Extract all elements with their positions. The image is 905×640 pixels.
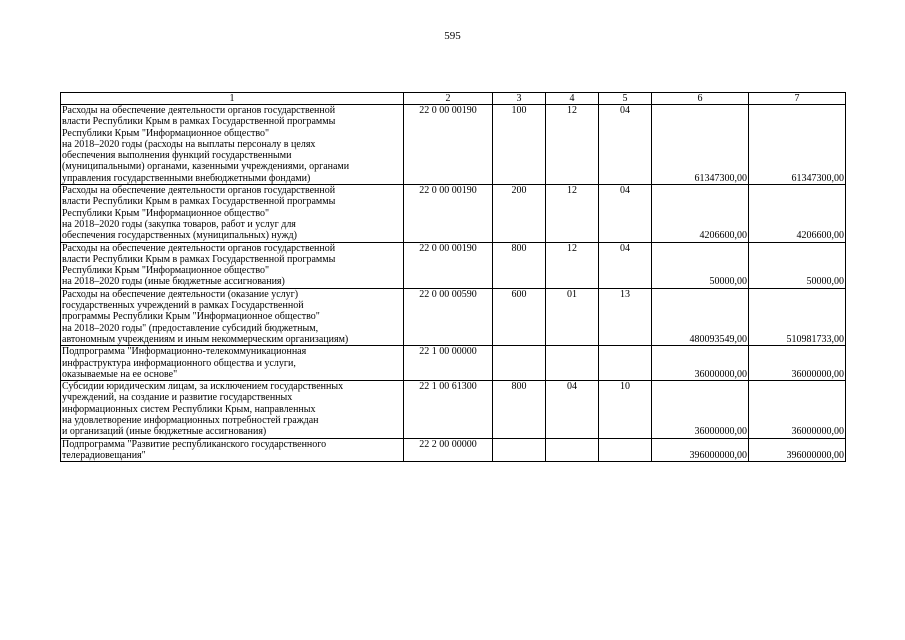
row-expense-type: 800 xyxy=(493,381,546,438)
row-amount-1: 4206600,00 xyxy=(652,185,749,242)
row-name: Расходы на обеспечение деятельности органов государственной власти Республики Крым в рамках Государственной программы Республики Крым "Информационное общество" на 2018–2020 годы (расходы на выплаты персоналу в целях обеспечения выполнения функций государственными (муниципальными) органами, казенными учреждениями, органами управления государственными внебюджетными фондами) xyxy=(61,105,404,185)
row-name: Подпрограмма "Информационно-телекоммуникационная инфраструктура информационного общества и услуги, оказываемые на ее основе" xyxy=(61,346,404,381)
row-amount-1: 36000000,00 xyxy=(652,346,749,381)
row-section xyxy=(546,438,599,462)
row-expense-type: 200 xyxy=(493,185,546,242)
table-row xyxy=(61,381,846,438)
header-col-6: 6 xyxy=(652,93,749,105)
row-section: 04 xyxy=(546,381,599,438)
budget-table xyxy=(60,92,846,462)
table-row xyxy=(61,438,846,462)
row-amount-1: 61347300,00 xyxy=(652,105,749,185)
row-amount-1: 50000,00 xyxy=(652,242,749,288)
row-subsection xyxy=(599,346,652,381)
header-col-4: 4 xyxy=(546,93,599,105)
row-amount-2: 36000000,00 xyxy=(749,346,846,381)
header-col-5: 5 xyxy=(599,93,652,105)
header-col-3: 3 xyxy=(493,93,546,105)
row-target-code: 22 0 00 00590 xyxy=(404,288,493,345)
row-expense-type: 600 xyxy=(493,288,546,345)
row-name: Расходы на обеспечение деятельности (оказание услуг) государственных учреждений в рамках Государственной программы Республики Крым "Информационное общество" на 2018–2020 годы" (предоставление субсидий бюджетным, автономным учреждениям и иным некоммерческим организациям) xyxy=(61,288,404,345)
table-row xyxy=(61,288,846,345)
row-amount-2: 36000000,00 xyxy=(749,381,846,438)
row-target-code: 22 1 00 61300 xyxy=(404,381,493,438)
row-name: Расходы на обеспечение деятельности органов государственной власти Республики Крым в рамках Государственной программы Республики Крым "Информационное общество" на 2018–2020 годы (закупка товаров, работ и услуг для обеспечения государственных (муниципальных) нужд) xyxy=(61,185,404,242)
row-subsection: 04 xyxy=(599,105,652,185)
row-amount-1: 480093549,00 xyxy=(652,288,749,345)
table-row xyxy=(61,242,846,288)
row-name: Расходы на обеспечение деятельности органов государственной власти Республики Крым в рамках Государственной программы Республики Крым "Информационное общество" на 2018–2020 годы (иные бюджетные ассигнования) xyxy=(61,242,404,288)
row-expense-type xyxy=(493,438,546,462)
row-subsection: 10 xyxy=(599,381,652,438)
table-row xyxy=(61,105,846,185)
row-section: 12 xyxy=(546,105,599,185)
row-section: 12 xyxy=(546,242,599,288)
row-section: 01 xyxy=(546,288,599,345)
row-name: Подпрограмма "Развитие республиканского государственного телерадиовещания" xyxy=(61,438,404,462)
row-expense-type: 800 xyxy=(493,242,546,288)
row-amount-2: 50000,00 xyxy=(749,242,846,288)
row-amount-2: 4206600,00 xyxy=(749,185,846,242)
row-target-code: 22 0 00 00190 xyxy=(404,185,493,242)
row-subsection xyxy=(599,438,652,462)
header-col-2: 2 xyxy=(404,93,493,105)
row-section xyxy=(546,346,599,381)
row-name: Субсидии юридическим лицам, за исключением государственных учреждений, на создание и развитие государственных информационных систем Республики Крым, направленных на удовлетворение информационных потребностей граждан и организаций (иные бюджетные ассигнования) xyxy=(61,381,404,438)
row-target-code: 22 0 00 00190 xyxy=(404,242,493,288)
row-subsection: 13 xyxy=(599,288,652,345)
row-section: 12 xyxy=(546,185,599,242)
table-row xyxy=(61,346,846,381)
row-subsection: 04 xyxy=(599,242,652,288)
row-amount-1: 36000000,00 xyxy=(652,381,749,438)
row-expense-type xyxy=(493,346,546,381)
row-amount-1: 396000000,00 xyxy=(652,438,749,462)
header-row xyxy=(61,93,846,105)
row-expense-type: 100 xyxy=(493,105,546,185)
header-col-7: 7 xyxy=(749,93,846,105)
row-amount-2: 61347300,00 xyxy=(749,105,846,185)
page-number: 595 xyxy=(444,30,461,42)
table-row xyxy=(61,185,846,242)
row-amount-2: 510981733,00 xyxy=(749,288,846,345)
header-col-1: 1 xyxy=(61,93,404,105)
row-target-code: 22 1 00 00000 xyxy=(404,346,493,381)
row-amount-2: 396000000,00 xyxy=(749,438,846,462)
row-target-code: 22 0 00 00190 xyxy=(404,105,493,185)
row-subsection: 04 xyxy=(599,185,652,242)
row-target-code: 22 2 00 00000 xyxy=(404,438,493,462)
